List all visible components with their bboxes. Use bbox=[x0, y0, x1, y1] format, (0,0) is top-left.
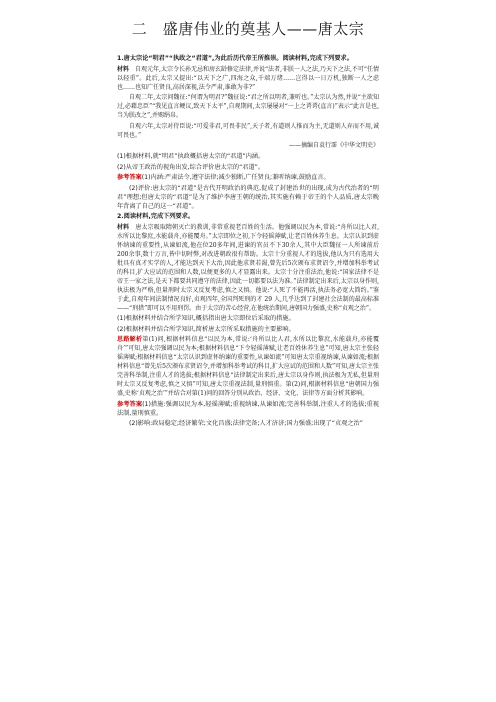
material-label: 材料 bbox=[117, 223, 130, 231]
thought-label: 思路解析 bbox=[117, 336, 143, 343]
thought-text: 第(1)问,根据材料信息“以民为本,常说:‘舟所以比人君,水所以比黎庶,水能载舟,亦能覆舟’”可知,唐太宗强调以民为本;根据材料信息“下令轻徭薄赋,让老百姓休养生息”可知,唐太宗主张轻徭薄赋;根据材料信息“太宗认识到虚怀纳谏的重要性,从谏如流”可知唐太宗重视纳谏,从谏如流;根据材料信息“曾先后5次颁布求贤诏令,并增加科举考试的科目,扩大应试的范围和人数”可知,唐太宗主张完善科举制,注重人才的选拔;根据材料信息“法律制定出来后,唐太宗以身作则,执法极为无私,但量刑时太宗又反复考虑,慎之又慎”可知,唐太宗重视法制,量刑慎重。第(2)问,根据材料信息“唐朝国力强盛,史称‘贞观之治’”并结合对第(1)问的回答分别从政治、经济、文化、法律等方面分析其影响。 bbox=[117, 336, 379, 397]
document-body bbox=[117, 54, 379, 430]
question-2-answer-1 bbox=[117, 400, 379, 418]
material-text: 自观元年,太宗令长孙无忌和房玄龄修定法律,并说“法者,非朕一人之法,乃天下之法,不可“任情以轻重”。此后,太宗又提出:“以天下之广,四海之众,千端万绪……岂得以一日万机,独断一人之虑也……也知广任贤良,高居深视,法令严肃,谁敢为非?” bbox=[117, 65, 379, 91]
page-title: 二 盛唐伟业的奠基人——唐太宗 bbox=[131, 20, 365, 38]
answer-text: (1)内涵:严肃法令,遵守法律;减少独断,广任贤良;兼听纳谏,鼓励直言。 bbox=[141, 174, 330, 181]
question-1-answer-2: (2)评价:唐太宗的“君道”是古代开明政治的典范,促成了封建治世的出现,成为古代治者的“明君”理想;但唐太宗的“君道”是为了维护李唐王朝的统治,其实施有赖于帝王的个人品质,唐太宗晚年背离了自己的这一“君道”。 bbox=[117, 184, 379, 210]
question-2-thought bbox=[117, 335, 379, 398]
question-1-stem: 1.唐太宗论“明君”“执政之“君道”,为此后历代帝王所推崇。阅读材料,完成下列要求。 bbox=[117, 55, 353, 62]
question-1-sub-1: (1)根据材料,就“明君”执政概括唐太宗的“君道”内涵。 bbox=[117, 153, 265, 160]
question-1-material-3: 自观六年,太宗对侍臣说:“可爱非君,可畏非民”,天子者,有道则人推而为主,无道则人弃而不用,诚可畏也。” bbox=[117, 122, 379, 139]
material-source: ——摘编自袁行霈《中华文明史》 bbox=[288, 142, 379, 149]
answer-text: (1)措施:强调以民为本,轻徭薄赋;重视纳谏,从谏如流;完善科举制,注重人才的选拔;重视法制,量刑慎重。 bbox=[117, 400, 379, 417]
answer-label: 参考答案 bbox=[117, 400, 143, 408]
question-2-sub-2: (2)根据材料并结合所学知识,简析唐太宗所采取措施的主要影响。 bbox=[117, 325, 295, 333]
answer-label: 参考答案 bbox=[117, 174, 142, 181]
question-1-sub-2: (2)从帝王政治的视角出发,综合评价唐太宗的“君道”。 bbox=[117, 163, 265, 171]
material-label: 材料 bbox=[117, 65, 130, 73]
question-2-answer-2: (2)影响:政局稳定;经济繁荣;文化昌盛;法律完备;人才济济;国力强盛;出现了“贞观之治” bbox=[129, 420, 363, 427]
question-2-sub-1: (1)根据材料并结合所学知识,概括指出唐太宗即位后采取的措施。 bbox=[117, 315, 295, 322]
question-2-material bbox=[117, 223, 379, 313]
question-1-answer-1 bbox=[117, 173, 379, 182]
question-2-stem: 2.阅读材料,完成下列要求。 bbox=[117, 213, 195, 220]
material-text: 唐太宗吸取隋朝灭亡的教训,非常重视老百姓的生活。他强调以民为本,常说:“舟所以比人君,水所以比黎庶,水能载舟,亦能覆舟。”太宗即位之初,下令轻徭薄赋,让老百姓休养生息。太宗认识到虚怀纳谏的重要性,从谏如流,他在位20多年间,进谏的官员不下30余人,其中大臣魏征一人所谏前后200余事,数十万言,皆中切时弊,对改进朝政很有帮助。太宗十分重视人才的选拔,他认为只有选用大批具有真才实学的人,才能达到天下大治,因此他求贤若渴,曾先后5次颁布求贤诏令,并增加科举考试的科目,扩大应试的范围和人数,以便更多的人才显露出来。太宗十分注重法治,他说:“国家法律不是帝王一家之法,是天下都要共同遵守的法律,因此一切都要以法为准。”法律制定出来后,太宗以身作则,执法极为严格,但量刑时太宗又反复考虑,慎之又慎。他说:“人死了不能再活,执法务必宽大简约。”鉴于此,自观年间法制情况良好,贞观四年,全国判死刑的才 29 人,几乎达到了封建社会法制的最高标准——“刑措”即可以不用刑罚。由于太宗的苦心经营,在他统治期间,唐朝国力强盛,史称“贞观之治”。 bbox=[117, 223, 379, 312]
question-1-material-2: 自观二年,太宗问魏征:“何谓为明君?”魏征说:“君之所以明者,兼听也。”太宗认为然,并说“主欲知过,必藉忠臣”“我见直言鲠议,致天下太平”,自观期间,太宗屡屡对“一上之谔谔(直言)”表示“此言是也,当为朕改之”,并赐绢帛。 bbox=[117, 94, 379, 119]
question-1-material-1 bbox=[117, 65, 379, 92]
